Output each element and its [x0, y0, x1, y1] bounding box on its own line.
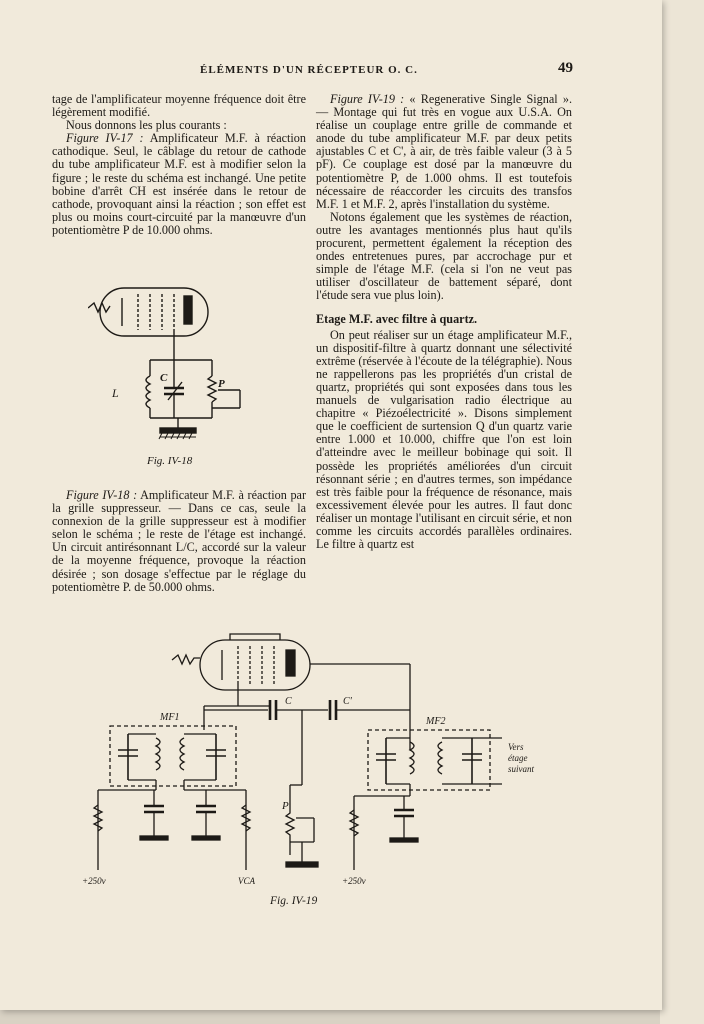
mf1-wires: [128, 734, 216, 780]
top-wire: [230, 634, 280, 640]
anode: [286, 650, 295, 676]
paragraph: On peut réaliser sur un étage amplificateur M.F., un dispositif-filtre à quartz donnant une sélectivité extrême (réservée à l'écoute de la télégraphie). Nous ne rappellerons pas les propriétés d'un cristal de quartz, propriétés qui sont exposées dans tous les manuels de vulgarisation radio électrique au chapitre « Piézoélectricité ». Disons simplement que le coefficient de surtension Q d'un quartz varie entre 1.000 et 10.000, chiffre que l'on est loin d'atteindre avec le meilleur bobinage qui soit. Il possède les propriétés améliorées d'un circuit résonnant série ; en d'autres termes, son impédance est très faible pour la fréquence de résonance, mais excessivement élevée pour les autres. Il faut donc réaliser un montage l'utilisant en circuit série, et non comme les circuits accordés parallèles ordinaires. Le filtre à quartz est: [316, 327, 572, 552]
left-column-bottom: [52, 489, 306, 594]
label-C: C: [160, 372, 168, 384]
figure-ref: Figure IV-18 :: [66, 488, 138, 502]
ground-symbol: [286, 862, 318, 867]
page-edge: [660, 0, 704, 1024]
potentiometer-P: [208, 376, 216, 402]
label-P: P: [282, 800, 289, 812]
ground-symbol: [160, 428, 196, 433]
paragraph: tage de l'amplificateur moyenne fréquence doit être légèrement modifié.: [52, 92, 306, 120]
variable-arrow: [168, 382, 182, 400]
figure-iv-18-schematic: [88, 280, 268, 448]
section-heading: Etage M.F. avec filtre à quartz.: [316, 311, 478, 326]
label-vers: Vers: [508, 742, 524, 752]
label-etage: étage: [508, 753, 528, 763]
label-suivant: suivant: [508, 764, 534, 774]
left-column-top: [52, 93, 306, 237]
header-title: ÉLÉMENTS D'UN RÉCEPTEUR O. C.: [200, 64, 418, 76]
paragraph-text: Amplificateur M.F. à réaction par la grille suppresseur. — Dans ce cas, seule la connexion de la grille suppresseur est à modifier selon le schéma ; le reste de l'étage est inchangé. Un circuit antirésonnant L/C, accordé sur la valeur de la moyenne fréquence, provoque la réaction désirée ; son dosage s'effectue par le réglage du potentiomètre P. de 50.000 ohms.: [52, 488, 307, 594]
ground-symbol: [140, 836, 168, 840]
mf1-trimmer-2: [206, 734, 226, 780]
mf2-coil-2: [438, 742, 442, 774]
label-MF2: MF2: [426, 716, 446, 727]
caption-fig-iv-18: Fig. IV-18: [147, 455, 193, 467]
mf2-trimmer-1: [376, 738, 396, 784]
caption-fig-iv-19: Fig. IV-19: [270, 895, 318, 907]
figure-ref: Figure IV-19 :: [330, 92, 405, 106]
label-P: P: [218, 378, 225, 390]
label-vca: VCA: [238, 876, 255, 886]
potentiometer-P: [286, 785, 294, 855]
ground-symbol: [390, 838, 418, 842]
mf2-trimmer-2: [462, 738, 482, 784]
paragraph-text: Amplificateur M.F. à réaction cathodique. Seul, le câblage du retour de cathode du tube amplificateur M.F. est à modifier selon la figure ; le reste du schéma est inchangé. Une petite bobine d'arrêt CH est insérée dans le retour de cathode, provoquant ainsi la réaction ; son effet est plus ou moins court-circuité par la manœuvre d'un potentiomètre P de 10.000 ohms.: [52, 131, 306, 237]
paragraph: Notons également que les systèmes de réaction, outre les avantages mentionnés plus haut qu'ils procurent, permettent également la réception des ondes entretenues pures, par accrochage pur et simple de l'étage M.F. (cela si l'on ne veut pas utiliser d'oscillateur de battement séparé, dont l'étude sera vue plus loin).: [316, 209, 572, 303]
label-C: C: [285, 696, 292, 707]
paragraph-text: « Regenerative Single Signal ». — Montage qui fut très en vogue aux U.S.A. On réalise un couplage entre grille de commande et anode du tube amplificateur M.F. par deux petits ajustables C et C', à air, de très faible valeur (3 à 5 pF). Ce couplage est dosé par la manœuvre du potentiomètre P, de 1.000 ohms. Il est toutefois nécessaire de réaccorder les circuits des transfos M.F. 1 et M.F. 2, après l'installation du système.: [316, 92, 572, 211]
label-C-prime: C': [343, 696, 352, 707]
figure-iv-19-schematic: [80, 630, 550, 885]
paragraph: Nous donnons les plus courants :: [66, 118, 227, 133]
anode: [184, 296, 192, 324]
mf1-coil-1: [156, 738, 160, 770]
mf2-wires: [386, 738, 472, 784]
paragraph-fig19: [316, 93, 572, 211]
page-number: 49: [558, 60, 573, 76]
label-plus-250v: +250v: [82, 876, 106, 886]
paragraph-fig18: [52, 489, 306, 594]
heater-symbol: [172, 655, 200, 664]
mf1-coil-2: [180, 738, 184, 770]
ground-symbol: [192, 836, 220, 840]
mf1-trimmer-1: [118, 734, 138, 780]
output-leads: [472, 738, 502, 784]
figure-ref: Figure IV-17 :: [66, 131, 144, 146]
ground-hatch: [159, 433, 196, 439]
label-plus-250v: +250v: [342, 876, 366, 886]
coil-L: [146, 376, 150, 408]
heater-symbol: [88, 303, 110, 312]
label-MF1: MF1: [160, 712, 180, 723]
label-L: L: [112, 386, 119, 400]
paragraph-fig17: [52, 132, 306, 237]
right-column: [316, 93, 572, 551]
